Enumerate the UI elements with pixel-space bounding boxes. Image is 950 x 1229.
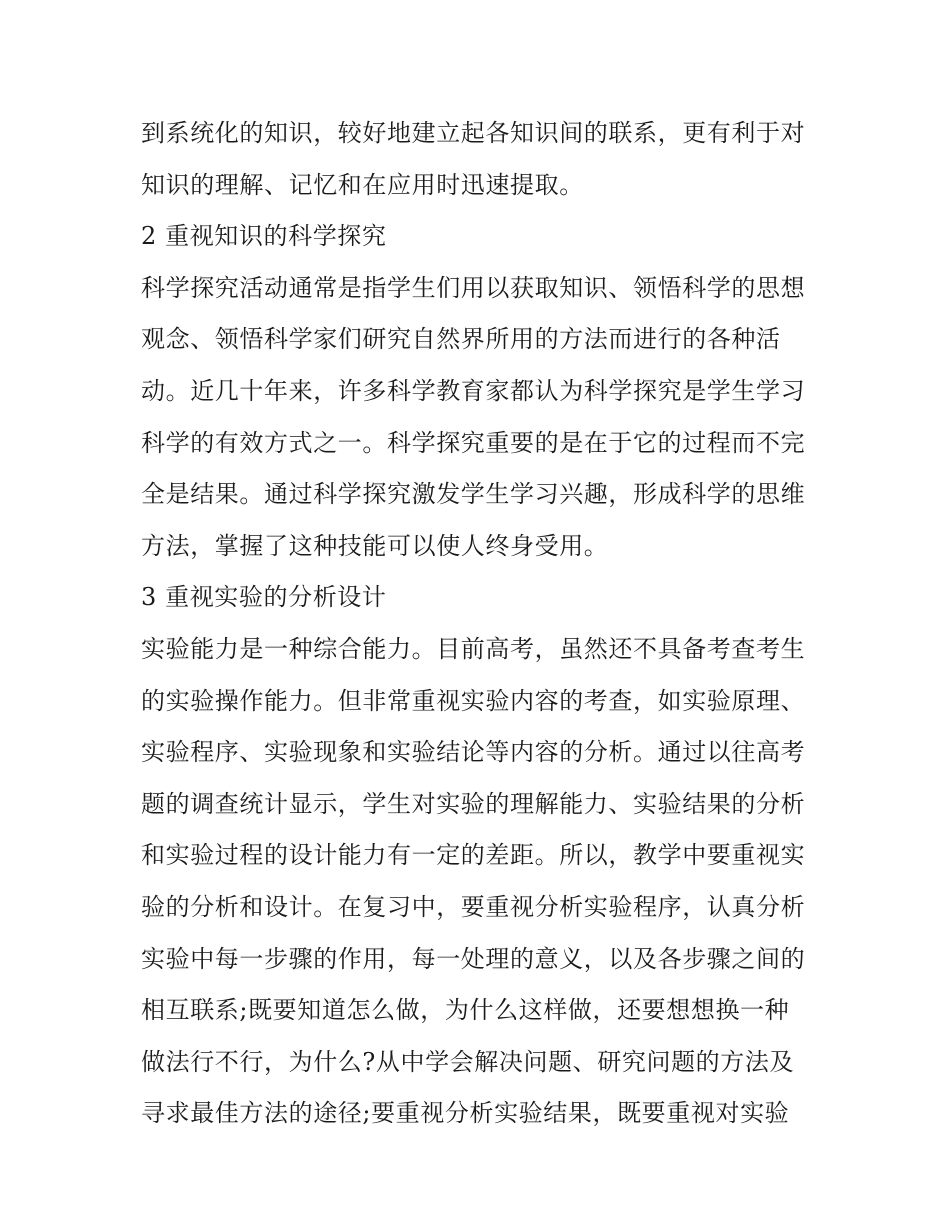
text-line: 做法行不行，为什么?从中学会解决问题、研究问题的方法及 <box>141 1047 795 1076</box>
section-heading-3: 3 重视实验的分析设计 <box>141 583 387 612</box>
paragraph-experiment-analysis <box>141 624 821 1140</box>
section-heading-2: 2 重视知识的科学探究 <box>141 222 387 251</box>
text-line: 动。近几十年来，许多科学教育家都认为科学探究是学生学习 <box>141 376 806 405</box>
text-line: 全是结果。通过科学探究激发学生学习兴趣，形成科学的思维 <box>141 480 806 509</box>
text-line: 相互联系;既要知道怎么做，为什么这样做，还要想想换一种 <box>141 996 790 1025</box>
text-line: 观念、领悟科学家们研究自然界所用的方法而进行的各种活 <box>141 325 781 354</box>
text-line: 验的分析和设计。在复习中，要重视分析实验程序，认真分析 <box>141 892 806 921</box>
text-line: 到系统化的知识，较好地建立起各知识间的联系，更有利于对 <box>141 119 806 147</box>
text-line: 寻求最佳方法的途径;要重视分析实验结果，既要重视对实验 <box>141 1099 790 1128</box>
text-line: 方法，掌握了这种技能可以使人终身受用。 <box>141 531 609 560</box>
text-line: 知识的理解、记忆和在应用时迅速提取。 <box>141 170 584 199</box>
text-line: 科学探究活动通常是指学生们用以获取知识、领悟科学的思想 <box>141 273 806 302</box>
text-line: 实验中每一步骤的作用，每一处理的意义，以及各步骤之间的 <box>141 944 806 973</box>
text-line: 科学的有效方式之一。科学探究重要的是在于它的过程而不完 <box>141 428 806 457</box>
text-line: 和实验过程的设计能力有一定的差距。所以，教学中要重视实 <box>141 841 806 870</box>
text-line: 实验能力是一种综合能力。目前高考，虽然还不具备考查考生 <box>141 634 806 663</box>
text-line: 实验程序、实验现象和实验结论等内容的分析。通过以往高考 <box>141 738 806 767</box>
text-line: 题的调查统计显示，学生对实验的理解能力、实验结果的分析 <box>141 789 806 818</box>
paragraph-knowledge-system <box>141 108 821 211</box>
text-line: 的实验操作能力。但非常重视实验内容的考查，如实验原理、 <box>141 686 806 715</box>
paragraph-scientific-inquiry <box>141 263 821 573</box>
document-body <box>141 108 821 1140</box>
